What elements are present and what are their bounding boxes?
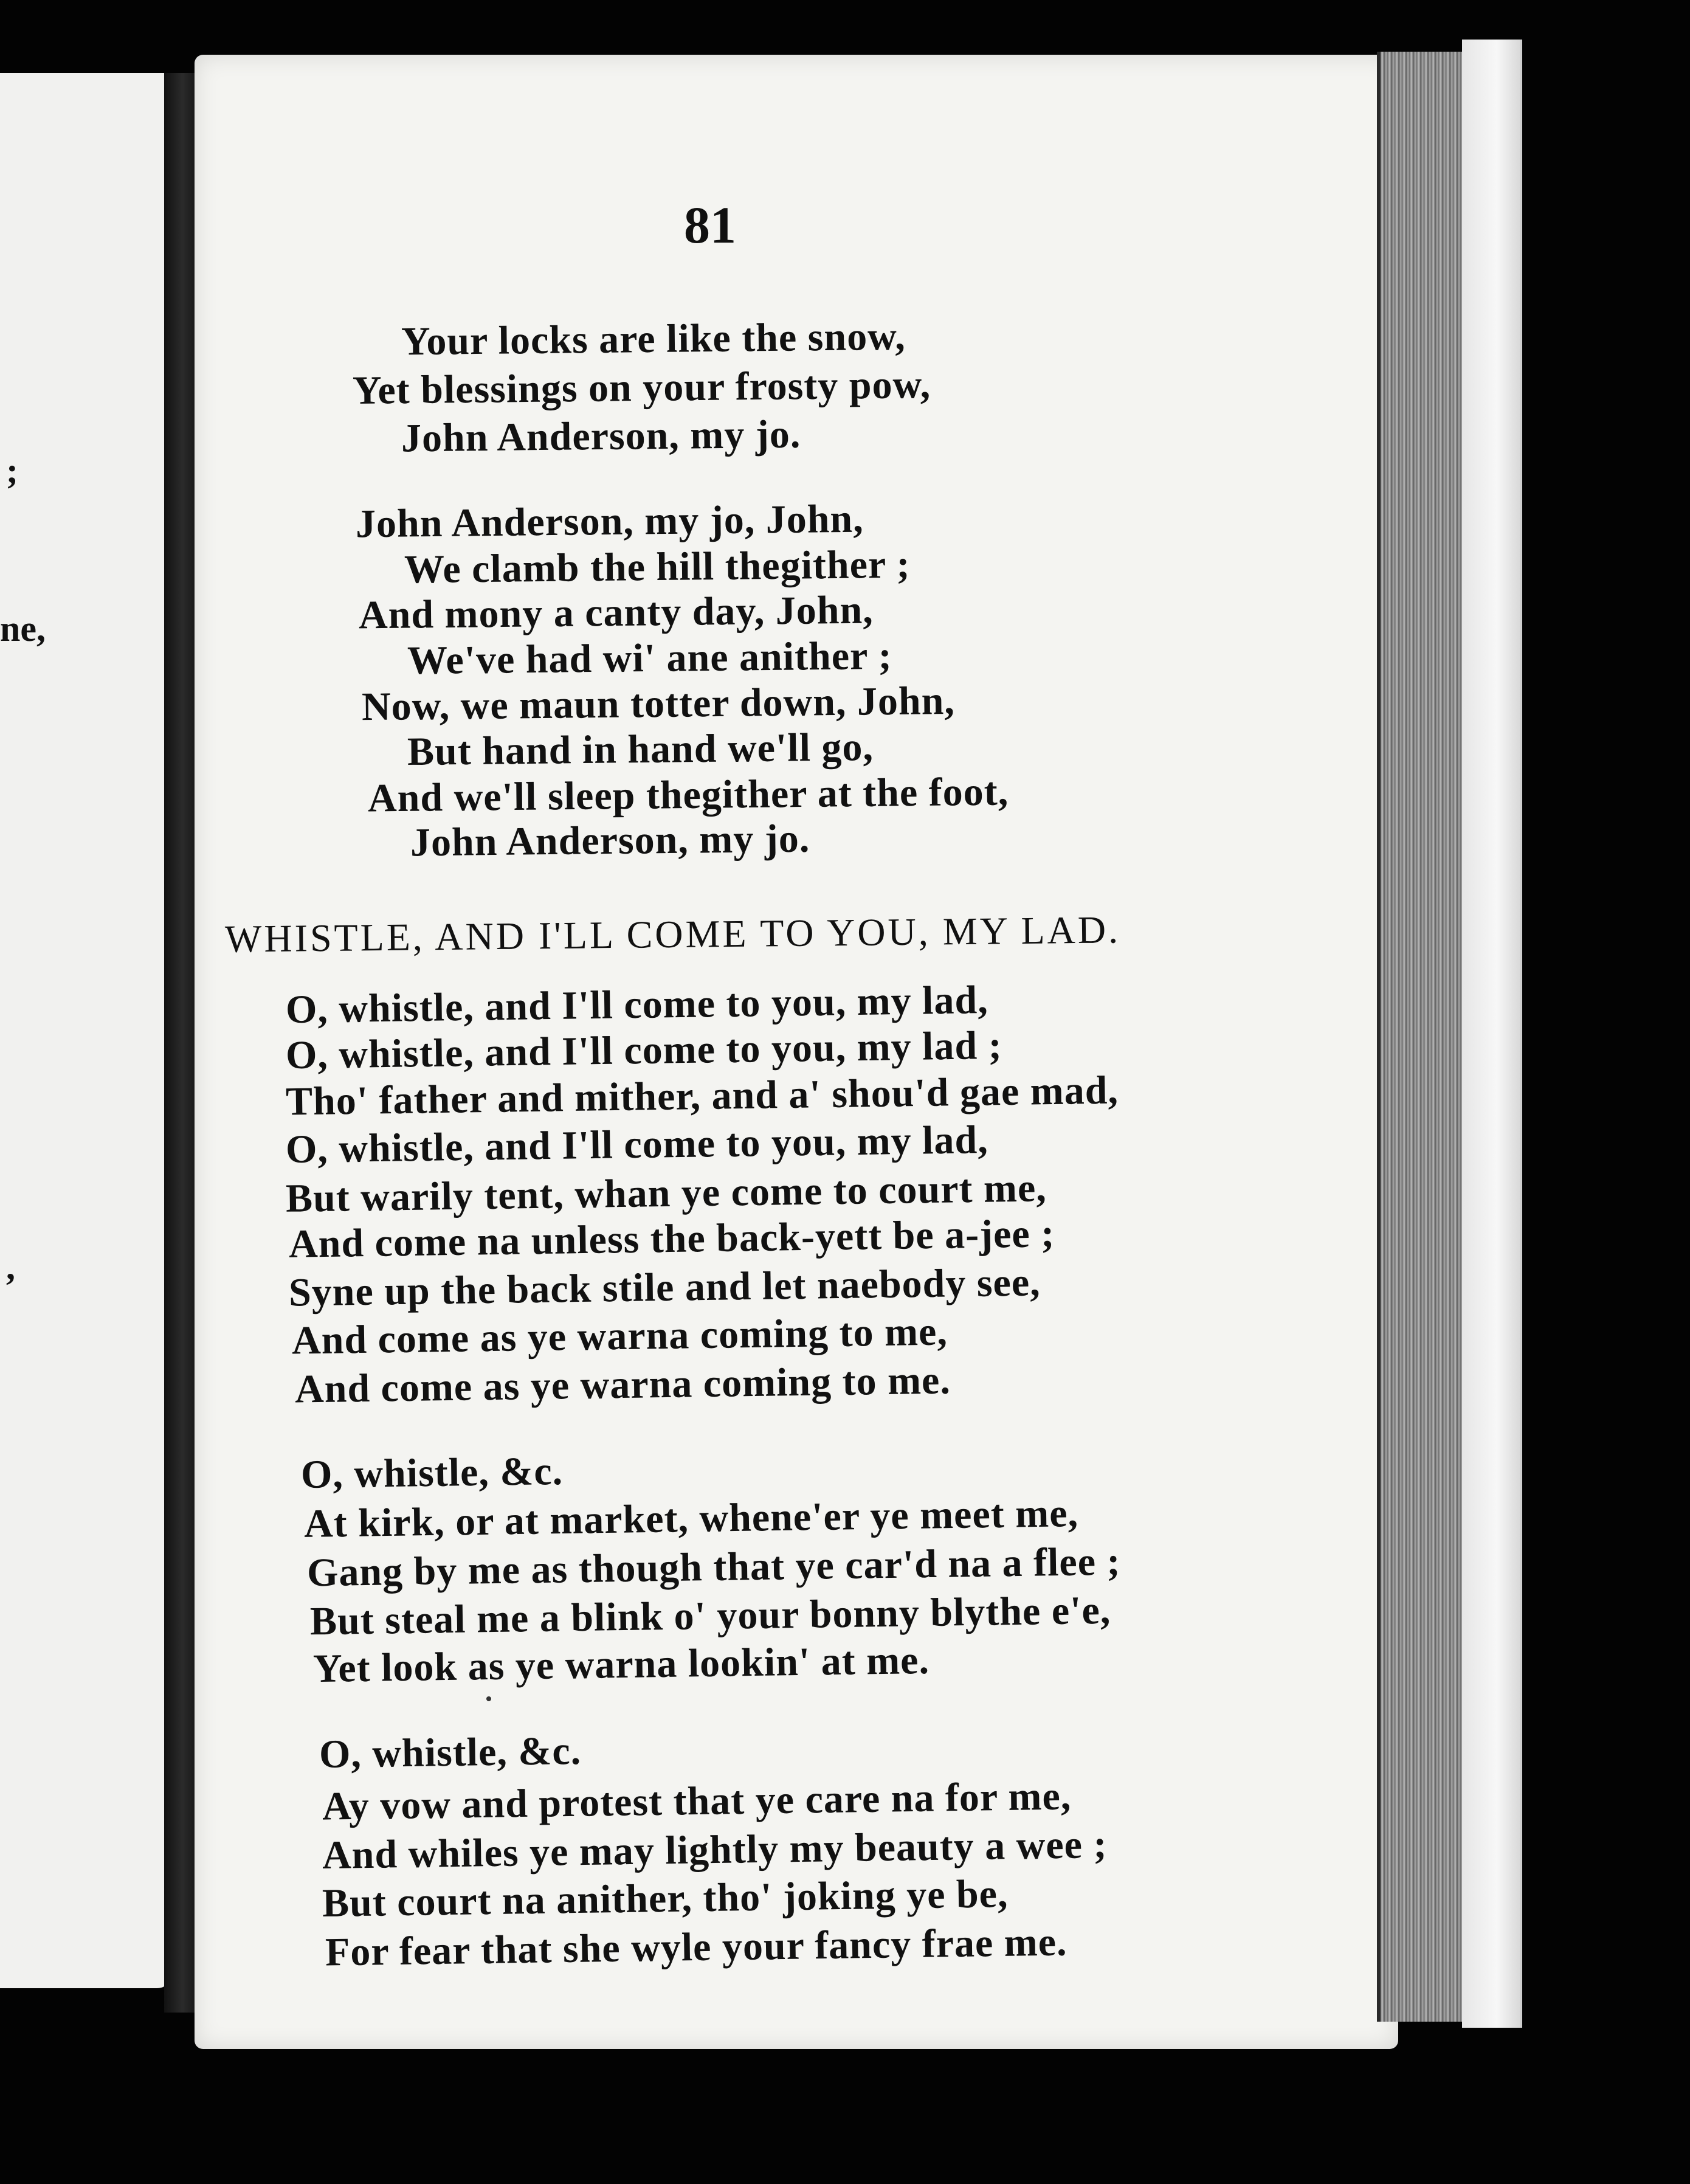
left-page-fragment: ; [6,451,18,491]
page-number: 81 [684,196,736,254]
ink-speck [486,1696,491,1701]
verse-line: John Anderson, my jo, John, [355,496,864,547]
verse-line: And come as ye warna coming to me. [294,1358,951,1412]
verse-line: Syne up the back stile and let naebody see, [288,1260,1041,1315]
book-cover-edge [1462,40,1522,2028]
verse-line: O, whistle, and I'll come to you, my lad, [285,977,989,1032]
left-page-fragment: ne, [0,609,46,649]
verse-line: Ay vow and protest that ye care na for me, [322,1774,1072,1829]
left-page [0,73,181,1988]
verse-line: O, whistle, and I'll come to you, my lad ; [285,1023,1003,1078]
verse-line: And come na unless the back-yett be a-jee ; [288,1211,1055,1267]
verse-line: But warily tent, whan ye come to court me, [285,1166,1047,1221]
verse-line: Tho' father and mither, and a' shou'd gae mad, [285,1068,1119,1124]
verse-line: John Anderson, my jo. [401,412,801,461]
verse-line: But hand in hand we'll go, [407,724,874,775]
verse-line: We've had wi' ane anither ; [407,633,892,683]
verse-line: Now, we maun totter down, John, [361,678,956,730]
verse-line: John Anderson, my jo. [410,816,810,865]
verse-line: Your locks are like the snow, [401,314,906,364]
verse-line: O, whistle, &c. [300,1448,564,1498]
verse-line: But court na anither, tho' joking ye be, [322,1871,1009,1926]
verse-line: For fear that she wyle your fancy frae me. [325,1920,1068,1975]
verse-line: O, whistle, &c. [319,1728,582,1777]
verse-line: And whiles ye may lightly my beauty a wee ; [322,1822,1108,1878]
page-edges [1377,52,1466,2022]
verse-line: And we'll sleep thegither at the foot, [367,769,1009,821]
verse-line: Yet blessings on your frosty pow, [352,362,931,413]
verse-line: And mony a canty day, John, [358,587,874,638]
verse-line: We clamb the hill thegither ; [404,542,911,592]
song-title: WHISTLE, AND I'LL COME TO YOU, MY LAD. [224,908,1121,961]
verse-line: Gang by me as though that ye car'd na a flee ; [306,1539,1121,1595]
left-page-fragment: , [6,1247,15,1287]
verse-line: At kirk, or at market, whene'er ye meet me, [303,1491,1079,1546]
verse-line: And come as ye warna coming to me, [291,1309,948,1363]
verse-line: O, whistle, and I'll come to you, my lad, [285,1117,989,1172]
verse-line: But steal me a blink o' your bonny blythe e'e, [309,1588,1111,1644]
verse-line: Yet look as ye warna lookin' at me. [312,1637,930,1692]
